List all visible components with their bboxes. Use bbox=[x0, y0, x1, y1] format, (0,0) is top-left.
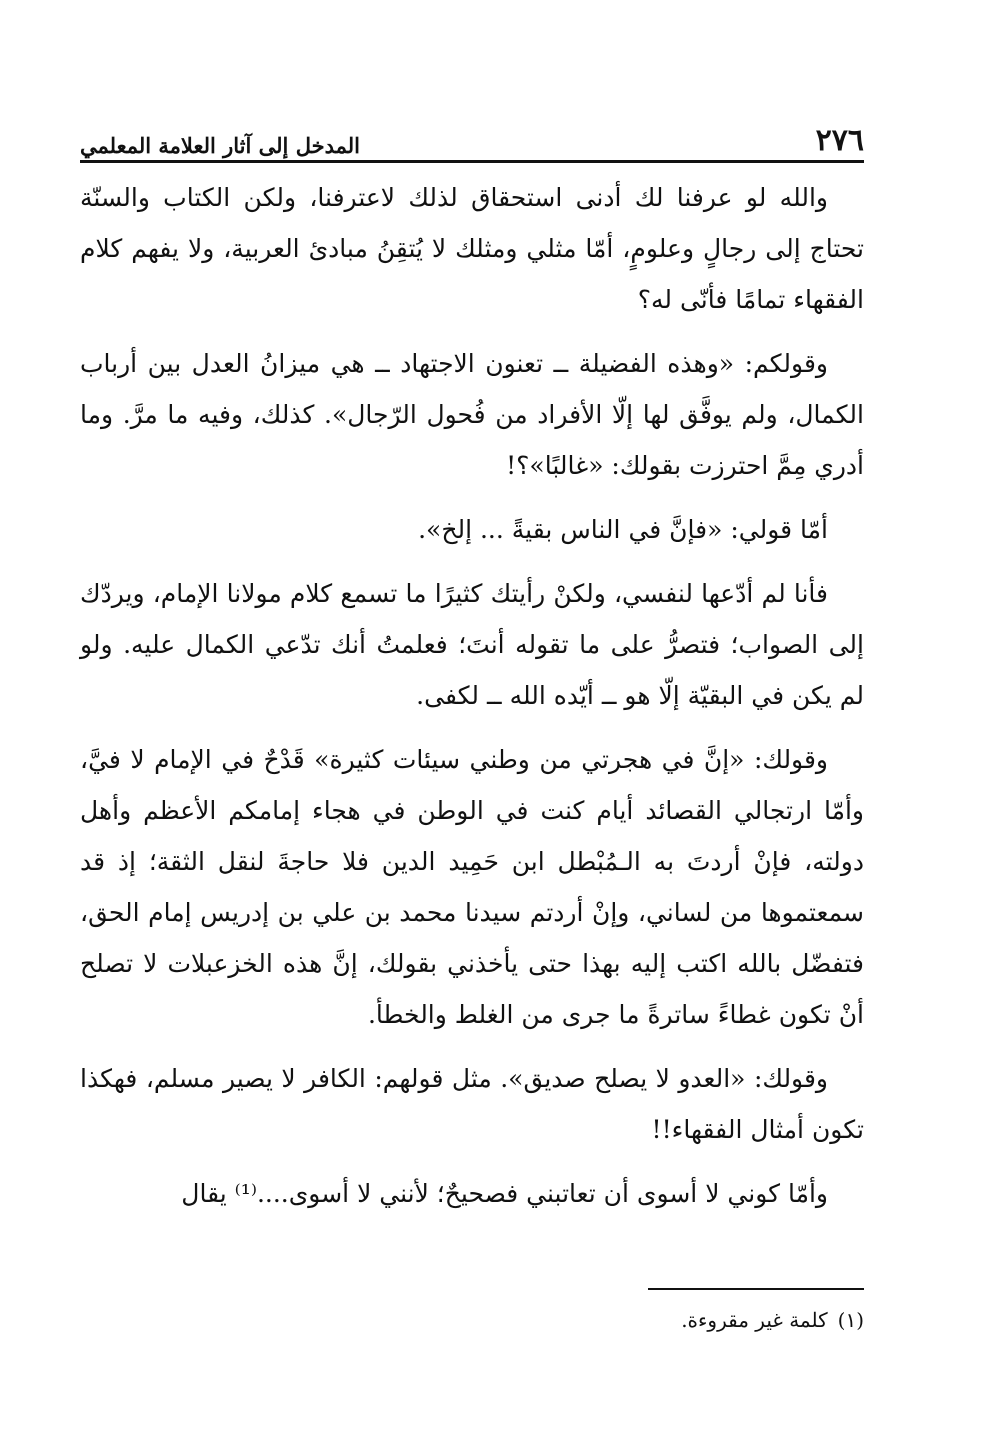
footnotes bbox=[80, 1304, 864, 1336]
body-text bbox=[80, 172, 864, 1232]
paragraph: وأمّا كوني لا أسوى أن تعاتبني فصحيحٌ؛ لأنني لا أسوى....⁽¹⁾ يقال bbox=[181, 1179, 828, 1208]
page-number: ٢٧٦ bbox=[815, 123, 864, 158]
footnote-divider bbox=[648, 1288, 864, 1290]
paragraph: فأنا لم أدّعها لنفسي، ولكنْ رأيتك كثيرًا ما تسمع كلام مولانا الإمام، ويردّك إلى الصواب؛ فتصرُّ على ما تقوله أنتَ؛ فعلمتُ أنك تدّعي الكمال عليه. ولو لم يكن في البقيّة إلّا هو ــ أيّده الله ــ لكفى. bbox=[80, 579, 864, 710]
paragraph: وقولك: «العدو لا يصلح صديق». مثل قولهم: الكافر لا يصير مسلم، فهكذا تكون أمثال الفقهاء!! bbox=[80, 1064, 864, 1144]
paragraph: وقولك: «إنَّ في هجرتي من وطني سيئات كثيرة» قَدْحٌ في الإمام لا فيَّ، وأمّا ارتجالي القصائد أيام كنت في الوطن في هجاء إمامكم الأعظم وأهل دولته، فإنْ أردتَ به الـمُبْطل ابن حَمِيد الدين فلا حاجةَ لنقل الثقة؛ إذ قد سمعتموها من لساني، وإنْ أردتم سيدنا محمد بن علي بن إدريس إمام الحق، فتفضّل بالله اكتب إليه بهذا حتى يأخذني بقولك، إنَّ هذه الخزعبلات لا تصلح أنْ تكون غطاءً ساترةً ما جرى من الغلط والخطأ. bbox=[80, 745, 864, 1029]
paragraph: وقولكم: «وهذه الفضيلة ــ تعنون الاجتهاد ــ هي ميزانُ العدل بين أرباب الكمال، ولم يوفَّق لها إلّا الأفراد من فُحول الرّجال». كذلك، وفيه ما مرَّ. وما أدري مِمَّ احترزت بقولك: «غالبًا»؟! bbox=[80, 349, 864, 480]
page-header bbox=[80, 118, 864, 163]
running-title: المدخل إلى آثار العلامة المعلمي bbox=[80, 133, 360, 158]
footnote-number: (١) bbox=[837, 1308, 864, 1332]
footnote-text: كلمة غير مقروءة. bbox=[681, 1308, 828, 1332]
paragraph: والله لو عرفنا لك أدنى استحقاق لذلك لاعترفنا، ولكن الكتاب والسنّة تحتاج إلى رجالٍ وعلومٍ، أمّا مثلي ومثلك لا يُتقِنُ مبادئ العربية، ولا يفهم كلام الفقهاء تمامًا فأنّى له؟ bbox=[80, 183, 864, 314]
paragraph: أمّا قولي: «فإنَّ في الناس بقيةً ... إلخ». bbox=[418, 515, 828, 544]
footnote-item bbox=[80, 1304, 864, 1336]
